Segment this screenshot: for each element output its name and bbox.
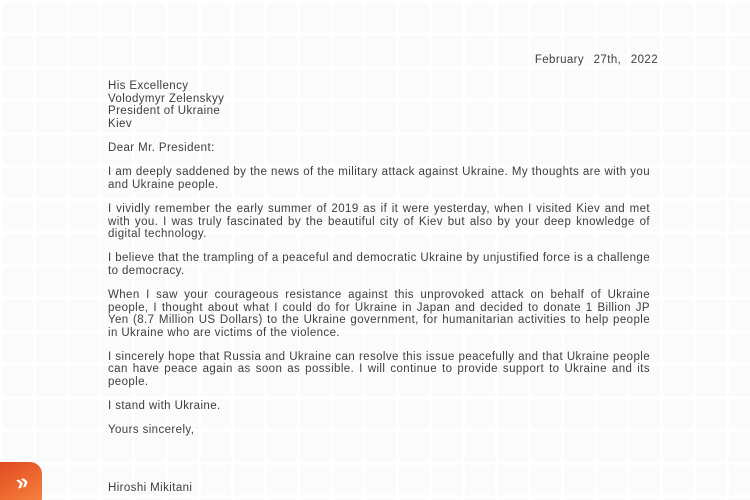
- letter-paragraph: I am deeply saddened by the news of the military attack against Ukraine. My thoughts are with you and Ukraine people.: [108, 166, 650, 191]
- recipient-line: Kiev: [108, 117, 132, 130]
- letter-date: February 27th, 2022: [534, 54, 658, 66]
- recipient-address-block: [108, 80, 650, 130]
- recipient-line: President of Ukraine: [108, 105, 221, 118]
- recipient-line: Volodymyr Zelenskyy: [108, 92, 225, 105]
- letter-paragraph: I sincerely hope that Russia and Ukraine can resolve this issue peacefully and that Ukraine people can have peace again as soon as possible. I will continue to provide support to Ukraine and its people.: [108, 350, 650, 388]
- letter-paragraph: I vividly remember the early summer of 2019 as if it were yesterday, when I visited Kiev and met with you. I was truly fascinated by the beautiful city of Kiev but also by your deep knowledge of digital technology.: [108, 203, 650, 241]
- signature-name: Hiroshi Mikitani: [108, 481, 193, 494]
- salutation: Dear Mr. President:: [108, 142, 215, 155]
- letter-paragraph: When I saw your courageous resistance against this unprovoked attack on behalf of Ukraine people, I thought about what I could do for Ukraine in Japan and decided to donate 1 Billion JP Yen (8.7 Million US Dollars) to the Ukraine government, for humanitarian activities to help people in Ukraine who are victims of the violence.: [108, 289, 650, 339]
- valediction: Yours sincerely,: [108, 423, 195, 436]
- recipient-line: His Excellency: [108, 80, 189, 93]
- letter-paragraph: I believe that the trampling of a peaceful and democratic Ukraine by unjustified force is a challenge to democracy.: [108, 252, 650, 277]
- double-chevron-right-icon: »: [12, 467, 31, 496]
- expand-button[interactable]: [0, 462, 42, 500]
- closing-statement: I stand with Ukraine.: [108, 400, 221, 413]
